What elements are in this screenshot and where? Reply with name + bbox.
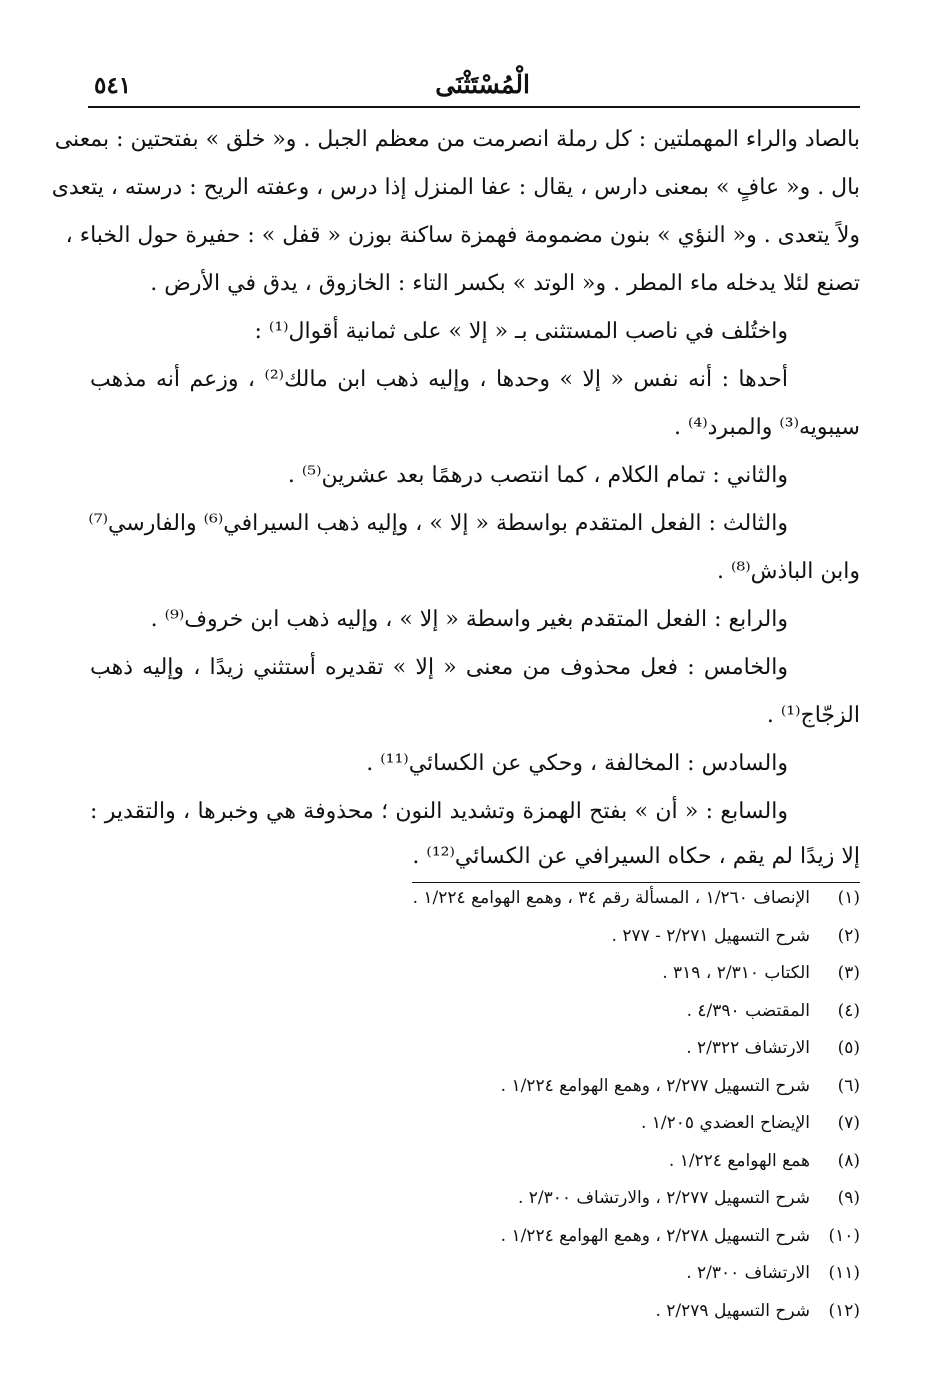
text-line: ولاً يتعدى . و« النؤي » بنون مضمومة فهمزة ساكنة بوزن « قفل » : حفيرة حول الخباء ، — [65, 223, 860, 248]
footnote-item — [90, 1030, 860, 1068]
text-line: وابن الباذش⁽⁸⁾ . — [716, 559, 860, 584]
footnotes — [90, 880, 860, 1330]
footnote-text: الكتاب ٢/٣١٠ ، ٣١٩ . — [662, 963, 810, 983]
footnote-item — [90, 993, 860, 1031]
text-line: سيبويه⁽³⁾ والمبرد⁽⁴⁾ . — [674, 415, 860, 440]
footnote-text: شرح التسهيل ٢/٢٧١ - ٢٧٧ . — [611, 925, 810, 946]
text-line: والخامس : فعل محذوف من معنى « إلا » تقديره أستثني زيدًا ، وإليه ذهب — [90, 655, 788, 680]
footnote-number: (١٠) — [828, 1225, 860, 1246]
footnote-item — [90, 1255, 860, 1293]
text-line: أحدها : أنه نفس « إلا » وحدها ، وإليه ذهب ابن مالك⁽²⁾ ، وزعم أنه مذهب — [90, 367, 788, 392]
footnote-text: الإيضاح العضدي ١/٢٠٥ . — [640, 1113, 810, 1133]
text-line: والثالث : الفعل المتقدم بواسطة « إلا » ، وإليه ذهب السيرافي⁽⁶⁾ والفارسي⁽⁷⁾ — [88, 511, 788, 536]
footnote-item — [90, 880, 860, 918]
footnote-text: شرح التسهيل ٢/٢٧٧ ، وهمع الهوامع ١/٢٢٤ . — [500, 1075, 810, 1096]
footnote-number: (١) — [837, 888, 860, 908]
footnote-item — [90, 1218, 860, 1256]
text-line-last: إلا زيدًا لم يقم ، حكاه السيرافي عن الكسائي⁽¹²⁾ . — [412, 836, 860, 883]
text-line: الزجّاج⁽¹⁾ . — [766, 703, 860, 728]
footnote-text: الإنصاف ١/٢٦٠ ، المسألة رقم ٣٤ ، وهمع الهوامع ١/٢٢٤ . — [412, 888, 810, 908]
main-text — [51, 116, 860, 883]
footnote-number: (٢) — [837, 925, 860, 946]
footnote-item — [90, 1180, 860, 1218]
footnote-text: شرح التسهيل ٢/٢٧٩ . — [655, 1300, 810, 1321]
running-title: الْمُسْتَثْنَى — [435, 70, 530, 99]
footnote-number: (٤) — [837, 1000, 860, 1021]
text-line: والسادس : المخالفة ، وحكي عن الكسائي⁽¹¹⁾ . — [366, 751, 788, 776]
footnote-item — [90, 1293, 860, 1331]
footnote-text: شرح التسهيل ٢/٢٧٧ ، والارتشاف ٢/٣٠٠ . — [517, 1188, 810, 1208]
text-line: بال . و« عافٍ » بمعنى دارس ، يقال : عفا المنزل إذا درس ، وعفته الريح : درسته ، يتعدى — [51, 175, 860, 200]
footnote-item — [90, 955, 860, 993]
footnote-number: (١٢) — [828, 1300, 860, 1321]
footnote-item — [90, 1068, 860, 1106]
page-header — [88, 66, 860, 108]
text-line: والسابع : « أن » بفتح الهمزة وتشديد النون ؛ محذوفة هي وخبرها ، والتقدير : — [90, 799, 788, 824]
footnote-number: (٨) — [837, 1150, 860, 1171]
text-line: تصنع لئلا يدخله ماء المطر . و« الوتد » بكسر التاء : الخازوق ، يدق في الأرض . — [150, 271, 860, 296]
text-line: واختُلف في ناصب المستثنى بـ « إلا » على ثمانية أقوال⁽¹⁾ : — [254, 319, 788, 344]
footnote-number: (٩) — [837, 1188, 860, 1208]
footnote-number: (٦) — [837, 1075, 860, 1096]
footnote-text: الارتشاف ٢/٣٢٢ . — [686, 1038, 810, 1058]
footnote-item — [90, 1105, 860, 1143]
footnote-number: (٥) — [837, 1038, 860, 1058]
footnote-number: (١١) — [828, 1263, 860, 1283]
footnote-text: المقتضب ٤/٣٩٠ . — [686, 1000, 810, 1021]
text-line: والثاني : تمام الكلام ، كما انتصب درهمًا بعد عشرين⁽⁵⁾ . — [287, 463, 788, 488]
footnote-number: (٧) — [837, 1113, 860, 1133]
page-number: ٥٤١ — [94, 72, 132, 99]
footnote-text: شرح التسهيل ٢/٢٧٨ ، وهمع الهوامع ١/٢٢٤ . — [500, 1225, 810, 1246]
footnote-text: همع الهوامع ١/٢٢٤ . — [668, 1150, 810, 1171]
footnote-item — [90, 918, 860, 956]
footnote-item — [90, 1143, 860, 1181]
footnote-number: (٣) — [837, 963, 860, 983]
footnote-text: الارتشاف ٢/٣٠٠ . — [686, 1263, 810, 1283]
text-line: والرابع : الفعل المتقدم بغير واسطة « إلا » ، وإليه ذهب ابن خروف⁽⁹⁾ . — [150, 607, 788, 632]
text-line: بالصاد والراء المهملتين : كل رملة انصرمت من معظم الجبل . و« خلق » بفتحتين : بمعنى — [54, 127, 860, 152]
